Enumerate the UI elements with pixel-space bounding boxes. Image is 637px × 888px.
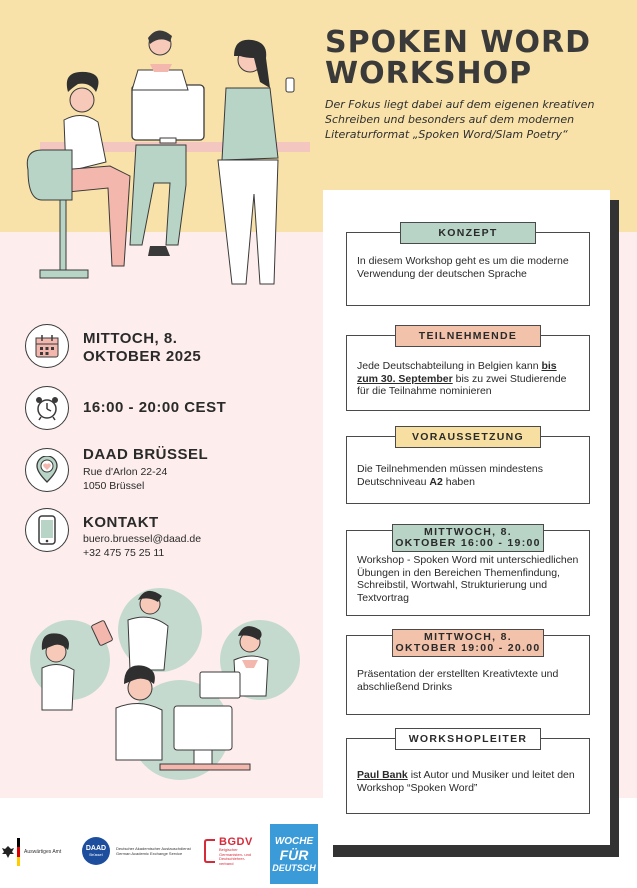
contact-email-link[interactable]: buero.bruessel@daad.de <box>83 533 202 545</box>
teilnehmende-box <box>346 329 590 411</box>
collaboration-illustration <box>20 580 320 780</box>
venue-name: DAAD BRÜSSEL <box>83 446 209 463</box>
teilnehmende-text-start: Jede Deutschabteilung in Belgien kann <box>357 360 542 372</box>
contact-label: KONTAKT <box>83 514 159 531</box>
event-date-line-2: OKTOBER 2025 <box>83 348 202 365</box>
voraussetzung-text-end: haben <box>442 475 475 488</box>
konzept-text: In diesem Workshop geht es um die moderne Verwendung der deutschen Sprache <box>357 255 569 280</box>
office-people-illustration <box>20 20 320 300</box>
location-pin-icon <box>25 448 69 492</box>
page-title <box>325 27 625 89</box>
session-2-day: MITTWOCH, 8. <box>424 631 512 643</box>
session-2-time: OKTOBER 19:00 - 20.00 <box>395 642 541 654</box>
session-2-box <box>346 631 590 715</box>
daad-line-1: Deutscher Akademischer Austauschdienst <box>116 846 191 851</box>
voraussetzung-text-start: Die Teilnehmenden müssen mindestens Deutschniveau <box>357 463 543 488</box>
bgdv-title: BGDV <box>219 836 253 848</box>
eagle-icon <box>2 845 14 859</box>
contact-phone: +32 475 75 25 11 <box>83 547 165 559</box>
bgdv-sub-3: Deutschlehrer- <box>219 856 246 861</box>
teilnehmende-text <box>357 360 579 398</box>
woche-text-2: FÜR <box>279 846 309 863</box>
leiter-name-link[interactable]: Paul Bank <box>357 769 408 781</box>
workshopleiter-tag: WORKSHOPLEITER <box>395 728 541 750</box>
intro-text: Der Fokus liegt dabei auf dem eigenen kreativen Schreiben und besonders auf dem modernen Literaturformat „Spoken Word/Slam Poetry“ <box>325 98 595 141</box>
title-line-1: SPOKEN WORD <box>325 25 591 60</box>
bgdv-sub-2: Germanisten- und <box>219 851 252 857</box>
bgdv-sub-1: Belgischer <box>219 847 238 852</box>
daad-badge-text: DAAD <box>85 845 107 852</box>
event-date <box>83 330 201 366</box>
teilnehmende-tag: TEILNEHMENDE <box>395 325 541 347</box>
bgdv-bracket-icon <box>203 838 217 864</box>
session-1-box <box>346 526 590 616</box>
daad-line-2: German Academic Exchange Service <box>116 851 183 856</box>
woche-fuer-deutsch-logo <box>270 824 318 884</box>
alarm-clock-icon <box>25 386 69 430</box>
venue-city: 1050 Brüssel <box>83 480 145 492</box>
teilnehmende-text-end: bis zu zwei Studierende für die Teilnahme nominieren <box>357 372 567 397</box>
bgdv-logo <box>203 836 253 866</box>
smartphone-icon <box>25 508 69 552</box>
calendar-icon <box>25 324 69 368</box>
daad-badge-sub: Brüssel <box>89 852 103 857</box>
session-1-text: Workshop - Spoken Word mit unterschiedlichen Übungen in den Bereichen Themenfindung, Schreibstil, Wortwahl, Strukturierung und Textvortrag <box>357 554 579 604</box>
daad-badge <box>82 837 110 865</box>
leiter-description: ist Autor und Musiker und leitet den Workshop “Spoken Word” <box>357 769 575 794</box>
daad-logo <box>82 837 191 865</box>
title-line-2: WORKSHOP <box>325 56 533 91</box>
session-1-day: MITTWOCH, 8. <box>424 526 512 538</box>
event-date-line-1: MITTOCH, 8. <box>83 330 178 347</box>
woche-text-3: DEUTSCH <box>272 862 316 873</box>
level-text: A2 <box>429 475 443 488</box>
voraussetzung-text <box>357 463 579 488</box>
konzept-tag: KONZEPT <box>400 222 536 244</box>
session-1-time: OKTOBER 16:00 - 19:00 <box>395 537 541 549</box>
deadline-text: bis zum 30. September <box>357 360 557 385</box>
auswaertiges-amt-text: Auswärtiges Amt <box>24 849 62 855</box>
auswaertiges-amt-logo <box>2 838 61 866</box>
voraussetzung-tag: VORAUSSETZUNG <box>395 426 541 448</box>
konzept-box <box>346 226 590 306</box>
venue-street: Rue d'Arlon 22-24 <box>83 466 168 478</box>
bgdv-sub-4: verband <box>219 860 234 866</box>
session-2-tag <box>392 629 544 657</box>
event-time: 16:00 - 20:00 CEST <box>83 399 227 416</box>
workshopleiter-box <box>346 732 590 814</box>
workshopleiter-text <box>357 769 579 794</box>
session-1-tag <box>392 524 544 552</box>
woche-text-1: WOCHE <box>274 835 314 847</box>
session-2-text: Präsentation der erstellten Kreativtexte und abschließend Drinks <box>357 668 559 693</box>
voraussetzung-box <box>346 430 590 504</box>
